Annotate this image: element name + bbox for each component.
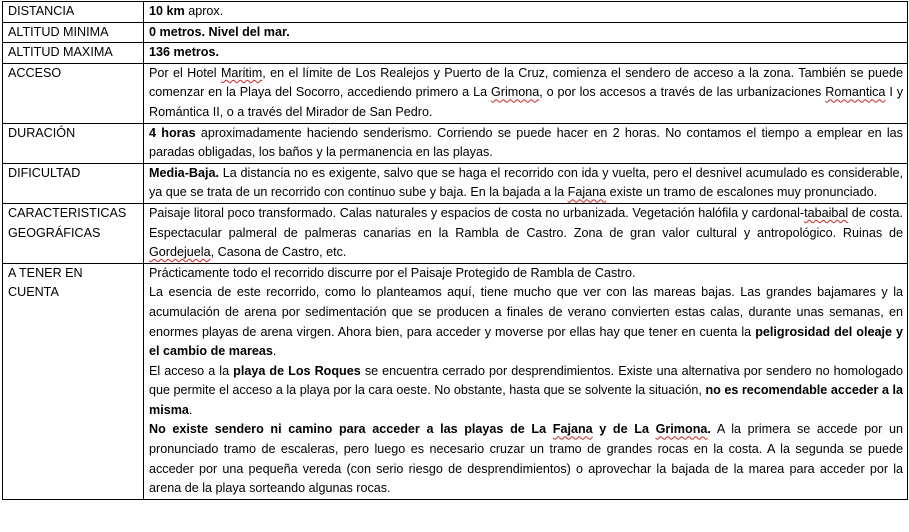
row-value [144,203,908,263]
row-label [3,263,144,499]
value-paragraph [149,23,903,43]
value-paragraph [149,2,903,22]
table-row [3,203,908,263]
table-row [3,123,908,163]
table-row [3,163,908,203]
text-run: de costa. Espectacular palmeral de palmeras canarias en la Rambla de Castro. Zona de gran valor cultural y antropológico. Ruinas de [149,205,903,240]
row-value [144,263,908,499]
bold-text: 136 metros. [149,45,220,60]
row-label: DURACIÓN [3,123,144,163]
row-label-line: GEOGRÁFICAS [8,225,101,240]
table-row [3,63,908,123]
text-run: se encuentra cerrado por desprendimientos. Existe una alternativa por sendero no homologado que permite el acceso a la playa por la cara oeste. No obstante, hasta que se solvente la situación, [149,363,903,398]
text-run: I y Romántica II, o a través del Mirador de San Pedro. [149,85,903,119]
row-label-line: CUENTA [8,285,59,300]
row-label: DIFICULTAD [3,163,144,203]
value-paragraph [149,204,903,263]
table-row [3,22,908,43]
bold-text: no es recomendable acceder a la misma [149,383,904,417]
table-row [3,263,908,499]
text-run: , Casona de Castro, etc. [210,245,347,260]
value-paragraph [149,124,903,163]
bold-text: 10 km [149,4,185,18]
text-run: La esencia de este recorrido, como lo planteamos aquí, tiene mucho que ver con las mareas bajas. Las grandes bajamares y la acumulación de arena por sedimentación que se producen a finales de verano convierten estas calas, durante unas semanas, en enormes playas de arena virgen. Ahora bien, para acceder y moverse por ellas hay que tener en cuenta la [149,285,903,339]
text-run: tabaibal [804,205,849,220]
row-value [144,63,908,123]
text-run: Gordejuela [149,245,211,260]
route-info-table [2,1,908,500]
table-row [3,43,908,64]
bold-text: peligrosidad del oleaje y el cambio de mareas [149,324,903,359]
route-info-body [3,2,908,500]
text-run: , o por los accesos a través de las urbanizaciones [539,85,826,100]
bold-text: No existe sendero ni camino para acceder a las playas de La [149,422,553,437]
text-run: , en el límite de Los Realejos y Puerto de la Cruz, comienza el sendero de acceso a la zona. También se puede comenzar en la Playa del Socorro, accediendo primero a La [149,65,903,100]
row-label: ACCESO [3,63,144,123]
bold-text: . [707,422,711,437]
text-run: . [272,344,277,359]
bold-text: Grimona [655,422,708,437]
value-paragraph [149,420,903,498]
value-paragraph [149,362,903,421]
row-label: ALTITUD MAXIMA [3,43,144,64]
row-value [144,43,908,64]
text-run: Por el Hotel [149,65,221,80]
text-run: aproximadamente haciendo senderismo. Corriendo se puede hacer en 2 horas. No contamos el tiempo a emplear en las paradas obligadas, los baños y la permanencia en las playas. [149,125,903,160]
text-run: El acceso a la [149,363,234,378]
text-run: Paisaje litoral poco transformado. Calas naturales y espacios de costa no urbanizada. Vegetación halófila y cardonal- [149,205,805,220]
value-paragraph [149,264,903,284]
row-value [144,2,908,23]
row-value [144,163,908,203]
bold-text: Media-Baja. [149,165,219,180]
row-label-line: A TENER EN [8,265,83,280]
value-paragraph [149,64,903,123]
row-label-line: CARACTERISTICAS [8,205,127,220]
text-run: Fajana [567,185,607,200]
text-run: A la primera se accede por un pronunciado tramo de escaleras, pero luego es necesario cruzar un tramo de grandes rocas en la costa. A la segunda se puede acceder por una pequeña vereda (con serio riesgo de desprendimientos) o aprovechar la bajada de la marea para acceder por la arena de la playa sorteando algunas rocas. [149,422,903,496]
text-run: Grimona [490,85,540,100]
text-run: existe un tramo de escalones muy pronunciado. [606,185,878,200]
value-paragraph [149,283,903,361]
row-value [144,22,908,43]
value-paragraph [149,164,903,203]
row-label [3,203,144,263]
bold-text: 4 horas [149,125,196,140]
table-row [3,2,908,23]
text-run: Prácticamente todo el recorrido discurre por el Paisaje Protegido de Rambla de Castro. [149,265,636,280]
value-paragraph [149,43,903,63]
text-run: Maritim [220,65,263,80]
text-run: Romantica [825,85,886,100]
bold-text: y de La [592,422,656,437]
bold-text: 0 metros. Nivel del mar. [149,24,290,39]
text-run: . [188,402,193,417]
row-value [144,123,908,163]
text-run: La distancia no es exigente, salvo que se haga el recorrido con ida y vuelta, pero el desnivel acumulado es considerable, ya que se trata de un recorrido con continuo sube y baja. En la bajada a la [149,165,903,200]
row-label: ALTITUD MINIMA [3,22,144,43]
bold-text: Fajana [552,422,593,437]
row-label: DISTANCIA [3,2,144,23]
text-run: aprox. [184,4,224,18]
bold-text: playa de Los Roques [233,363,361,378]
